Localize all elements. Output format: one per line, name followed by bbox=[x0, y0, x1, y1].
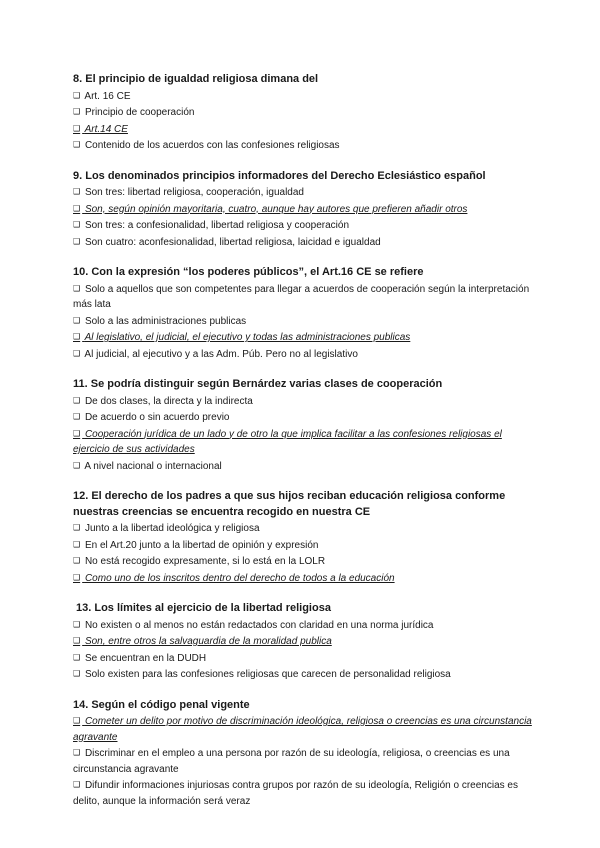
option: ❑ Junto a la libertad ideológica y religiosa bbox=[73, 523, 260, 534]
option: ❑ Son cuatro: aconfesionalidad, libertad religiosa, laicidad e igualdad bbox=[73, 236, 381, 248]
checkbox-icon: ❑ bbox=[73, 283, 81, 293]
question-9 bbox=[73, 169, 533, 251]
option: ❑ A nivel nacional o internacional bbox=[73, 460, 222, 472]
checkbox-icon: ❑ bbox=[73, 619, 81, 629]
checkbox-icon: ❑ bbox=[73, 123, 81, 133]
checkbox-icon: ❑ bbox=[73, 412, 81, 421]
option: ❑ Son tres: libertad religiosa, cooperación, igualdad bbox=[73, 187, 304, 198]
option: ❑ De acuerdo o sin acuerdo previo bbox=[73, 412, 230, 423]
option-correct: ❑ Art.14 CE bbox=[73, 123, 128, 135]
question-title: 10. Con la expresión “los poderes públicos”, el Art.16 CE se refiere bbox=[73, 266, 424, 278]
checkbox-icon: ❑ bbox=[73, 716, 81, 725]
question-12 bbox=[73, 489, 533, 586]
question-10 bbox=[73, 265, 533, 362]
checkbox-icon: ❑ bbox=[73, 203, 81, 213]
question-title: 11. Se podría distinguir según Bernárdez varias clases de cooperación bbox=[73, 378, 443, 390]
question-title: 8. El principio de igualdad religiosa dimana del bbox=[73, 73, 319, 85]
question-11 bbox=[73, 377, 533, 474]
checkbox-icon: ❑ bbox=[73, 556, 81, 565]
checkbox-icon: ❑ bbox=[73, 572, 81, 582]
option: ❑ Principio de cooperación bbox=[73, 107, 195, 118]
question-8 bbox=[73, 72, 533, 154]
option: ❑ Art. 16 CE bbox=[73, 90, 131, 102]
option: ❑ De dos clases, la directa y la indirecta bbox=[73, 395, 253, 407]
checkbox-icon: ❑ bbox=[73, 395, 81, 405]
option: ❑ Solo a aquellos que son competentes para llegar a acuerdos de cooperación según la interpretación más lata bbox=[73, 283, 530, 310]
option: ❑ En el Art.20 junto a la libertad de opinión y expresión bbox=[73, 539, 319, 551]
checkbox-icon: ❑ bbox=[73, 669, 81, 678]
checkbox-icon: ❑ bbox=[73, 428, 81, 438]
option-correct: ❑ Son, según opinión mayoritaria, cuatro, aunque hay autores que prefieren añadir otros bbox=[73, 203, 468, 215]
option-correct: ❑ Cometer un delito por motivo de discriminación ideológica, religiosa o creencias es una circunstancia agravante bbox=[73, 716, 532, 743]
checkbox-icon: ❑ bbox=[73, 140, 81, 149]
checkbox-icon: ❑ bbox=[73, 348, 81, 358]
checkbox-icon: ❑ bbox=[73, 315, 81, 325]
option-correct: ❑ Al legislativo, el judicial, el ejecutivo y todas las administraciones publicas bbox=[73, 332, 411, 343]
checkbox-icon: ❑ bbox=[73, 90, 81, 100]
option: ❑ Solo a las administraciones publicas bbox=[73, 315, 247, 327]
question-title: 13. Los límites al ejercicio de la libertad religiosa bbox=[76, 602, 331, 614]
question-14 bbox=[73, 698, 533, 810]
option: ❑ Al judicial, al ejecutivo y a las Adm. Púb. Pero no al legislativo bbox=[73, 348, 358, 360]
option-correct: ❑ Como uno de los inscritos dentro del derecho de todos a la educación bbox=[73, 572, 395, 584]
checkbox-icon: ❑ bbox=[73, 107, 81, 116]
option-correct: ❑ Cooperación jurídica de un lado y de otro la que implica facilitar a las confesiones religiosas el ejercicio de sus actividades bbox=[73, 428, 502, 455]
checkbox-icon: ❑ bbox=[73, 539, 81, 549]
checkbox-icon: ❑ bbox=[73, 332, 81, 341]
option: ❑ Discriminar en el empleo a una persona por razón de su ideología, religiosa, o creencias es una circunstancia agravante bbox=[73, 748, 510, 775]
checkbox-icon: ❑ bbox=[73, 748, 81, 757]
checkbox-icon: ❑ bbox=[73, 523, 81, 532]
checkbox-icon: ❑ bbox=[73, 236, 81, 246]
option: ❑ Solo existen para las confesiones religiosas que carecen de personalidad religiosa bbox=[73, 669, 451, 680]
option-correct: ❑ Son, entre otros la salvaguardia de la moralidad publica bbox=[73, 636, 332, 647]
option: ❑ Difundir informaciones injuriosas contra grupos por razón de su ideología, Religión o creencias es delito, aunque la información será veraz bbox=[73, 780, 518, 807]
checkbox-icon: ❑ bbox=[73, 652, 81, 662]
option: ❑ No está recogido expresamente, si lo está en la LOLR bbox=[73, 556, 326, 567]
checkbox-icon: ❑ bbox=[73, 780, 81, 789]
question-13 bbox=[73, 601, 533, 683]
question-title: 14. Según el código penal vigente bbox=[73, 698, 250, 711]
option: ❑ No existen o al menos no están redactados con claridad en una norma jurídica bbox=[73, 619, 434, 631]
checkbox-icon: ❑ bbox=[73, 636, 81, 645]
checkbox-icon: ❑ bbox=[73, 187, 81, 196]
option: ❑ Son tres: a confesionalidad, libertad religiosa y cooperación bbox=[73, 220, 350, 231]
question-title: 12. El derecho de los padres a que sus hijos reciban educación religiosa conforme nuestras creencias se encuentra recogido en nuestra CE bbox=[73, 490, 506, 518]
option: ❑ Se encuentran en la DUDH bbox=[73, 652, 207, 664]
document-page bbox=[73, 72, 533, 824]
checkbox-icon: ❑ bbox=[73, 220, 81, 229]
checkbox-icon: ❑ bbox=[73, 460, 81, 470]
question-title: 9. Los denominados principios informadores del Derecho Eclesiástico español bbox=[73, 169, 486, 182]
option: ❑ Contenido de los acuerdos con las confesiones religiosas bbox=[73, 140, 340, 151]
